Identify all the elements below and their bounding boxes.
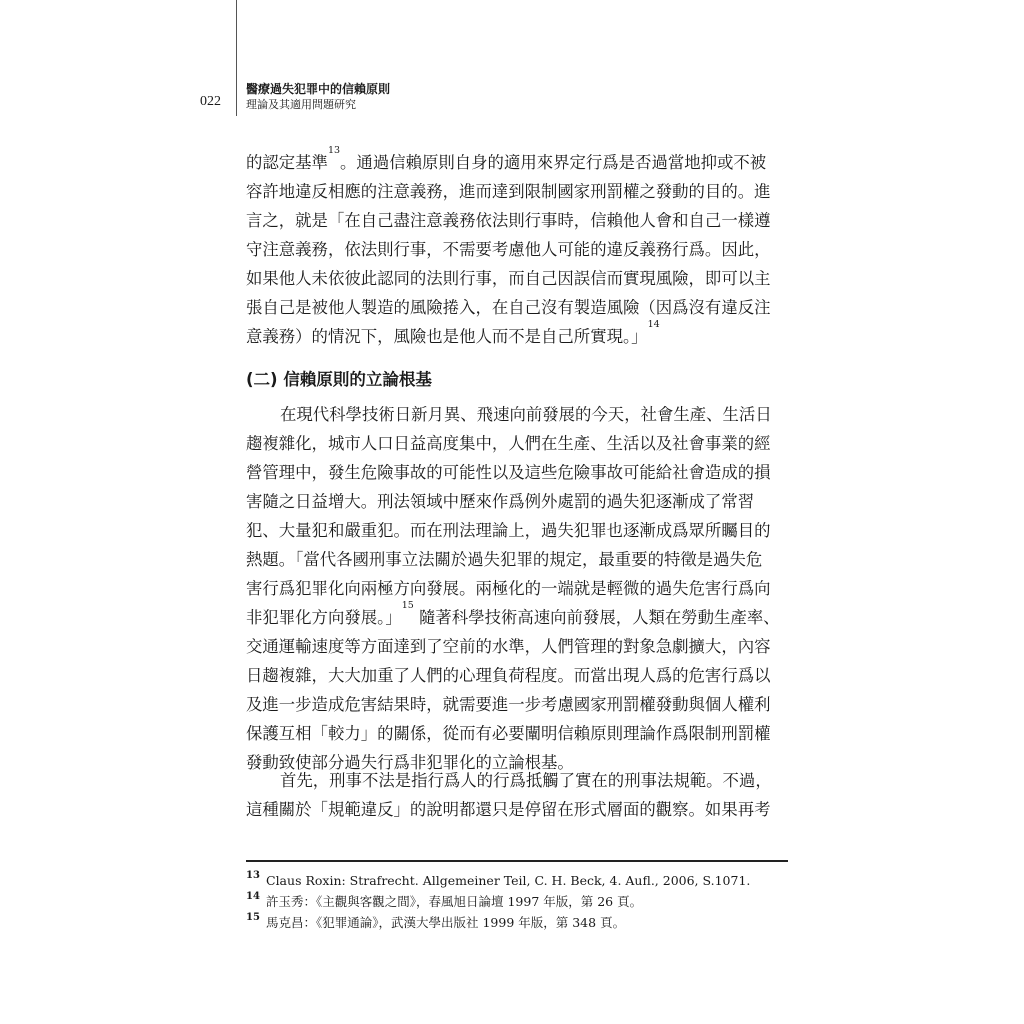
footnote-text: 馬克昌：《犯罪通論》，武漢大學出版社 1999 年版，第 348 頁。: [266, 915, 626, 930]
footnote-ref[interactable]: 14: [647, 319, 660, 330]
text-line: [246, 766, 790, 795]
text-line: [246, 177, 790, 206]
footnote-text: Claus Roxin: Strafrecht. Allgemeiner Teil, C. H. Beck, 4. Aufl., 2006, S.1071.: [266, 873, 751, 888]
text-line: [246, 429, 790, 458]
text-line: [246, 458, 790, 487]
text-line: [246, 206, 790, 235]
line-text: 守注意義務，依法則行事，不需要考慮他人可能的違反義務行爲。因此，: [246, 240, 771, 259]
text-line: [246, 574, 790, 603]
text-line: [246, 795, 790, 824]
footnote-item: [246, 891, 790, 912]
footnote-number: 15: [246, 912, 260, 923]
text-line: [246, 545, 790, 574]
line-text: 言之，就是「在自己盡注意義務依法則行事時，信賴他人會和自己一樣遵: [246, 211, 771, 230]
footnote-item: [246, 870, 790, 891]
footnote-ref[interactable]: 15: [401, 600, 414, 611]
text-line: [246, 632, 790, 661]
line-text: 發動致使部分過失行爲非犯罪化的立論根基。: [246, 753, 574, 772]
text-line: [246, 145, 790, 177]
line-text-continued: 隨著科學技術高速向前發展，人類在勞動生產率、: [413, 608, 780, 627]
footnote-number: 14: [246, 891, 260, 902]
line-text: 及進一步造成危害結果時，就需要進一步考慮國家刑罰權發動與個人權利: [246, 695, 771, 714]
line-text: 犯、大量犯和嚴重犯。而在刑法理論上，過失犯罪也逐漸成爲眾所矚目的: [246, 521, 771, 540]
line-text: 營管理中，發生危險事故的可能性以及這些危險事故可能給社會造成的損: [246, 463, 771, 482]
section-heading: (二) 信賴原則的立論根基: [246, 370, 432, 389]
line-text: 保護互相「較力」的關係，從而有必要闡明信賴原則理論作爲限制刑罰權: [246, 724, 771, 743]
line-text: 熱題。「當代各國刑事立法關於過失犯罪的規定，最重要的特徵是過失危: [246, 550, 763, 569]
page-number: 022: [200, 94, 221, 109]
line-text: 這種關於「規範違反」的說明都還只是停留在形式層面的觀察。如果再考: [246, 800, 771, 819]
line-text: 如果他人未依彼此認同的法則行事，而自己因誤信而實現風險，即可以主: [246, 269, 771, 288]
book-subtitle: 理論及其適用問題研究: [246, 98, 356, 111]
footnote-ref[interactable]: 13: [327, 145, 341, 156]
text-line: [246, 661, 790, 690]
text-line: [246, 319, 790, 351]
line-text: 害隨之日益增大。刑法領域中歷來作爲例外處罰的過失犯逐漸成了常習: [246, 492, 755, 511]
text-line: [246, 293, 790, 322]
footnote-text: 許玉秀：《主觀與客觀之間》，春風旭日論壇 1997 年版，第 26 頁。: [266, 894, 643, 909]
footnotes: [246, 870, 790, 933]
line-text-continued: 。通過信賴原則自身的適用來界定行爲是否過當地抑或不被: [340, 153, 767, 172]
text-line: [246, 235, 790, 264]
text-line: [246, 400, 790, 429]
line-text: 張自己是被他人製造的風險捲入，在自己沒有製造風險（因爲沒有違反注: [246, 298, 771, 317]
text-line: [246, 264, 790, 293]
footnote-item: [246, 912, 790, 933]
line-text: 害行爲犯罪化向兩極方向發展。兩極化的一端就是輕微的過失危害行爲向: [246, 579, 771, 598]
paragraph-2: [246, 400, 790, 777]
line-text: 趨複雜化，城市人口日益高度集中，人們在生產、生活以及社會事業的經: [246, 434, 771, 453]
line-text: 容許地違反相應的注意義務，進而達到限制國家刑罰權之發動的目的。進: [246, 182, 771, 201]
footnote-number: 13: [246, 870, 260, 881]
running-header: [246, 82, 390, 112]
paragraph-1: [246, 145, 790, 351]
text-line: [246, 516, 790, 545]
paragraph-3: [246, 766, 790, 824]
text-line: [246, 600, 790, 632]
line-text: 的認定基準: [246, 153, 328, 172]
line-text: 非犯罪化方向發展。」: [246, 608, 402, 627]
line-text: 日趨複雜，大大加重了人們的心理負荷程度。而當出現人爲的危害行爲以: [246, 666, 771, 685]
line-text: 交通運輸速度等方面達到了空前的水準，人們管理的對象急劇擴大，內容: [246, 637, 771, 656]
footnote-rule: [246, 860, 788, 862]
line-text: 在現代科學技術日新月異、飛速向前發展的今天，社會生產、生活日: [280, 405, 772, 424]
line-text: 首先，刑事不法是指行爲人的行爲抵觸了實在的刑事法規範。不過，: [280, 771, 772, 790]
book-title: 醫療過失犯罪中的信賴原則: [246, 82, 391, 96]
text-line: [246, 487, 790, 516]
text-line: [246, 690, 790, 719]
header-divider-line: [236, 0, 237, 116]
text-line: [246, 719, 790, 748]
line-text: 意義務）的情況下，風險也是他人而不是自己所實現。」: [246, 327, 648, 346]
